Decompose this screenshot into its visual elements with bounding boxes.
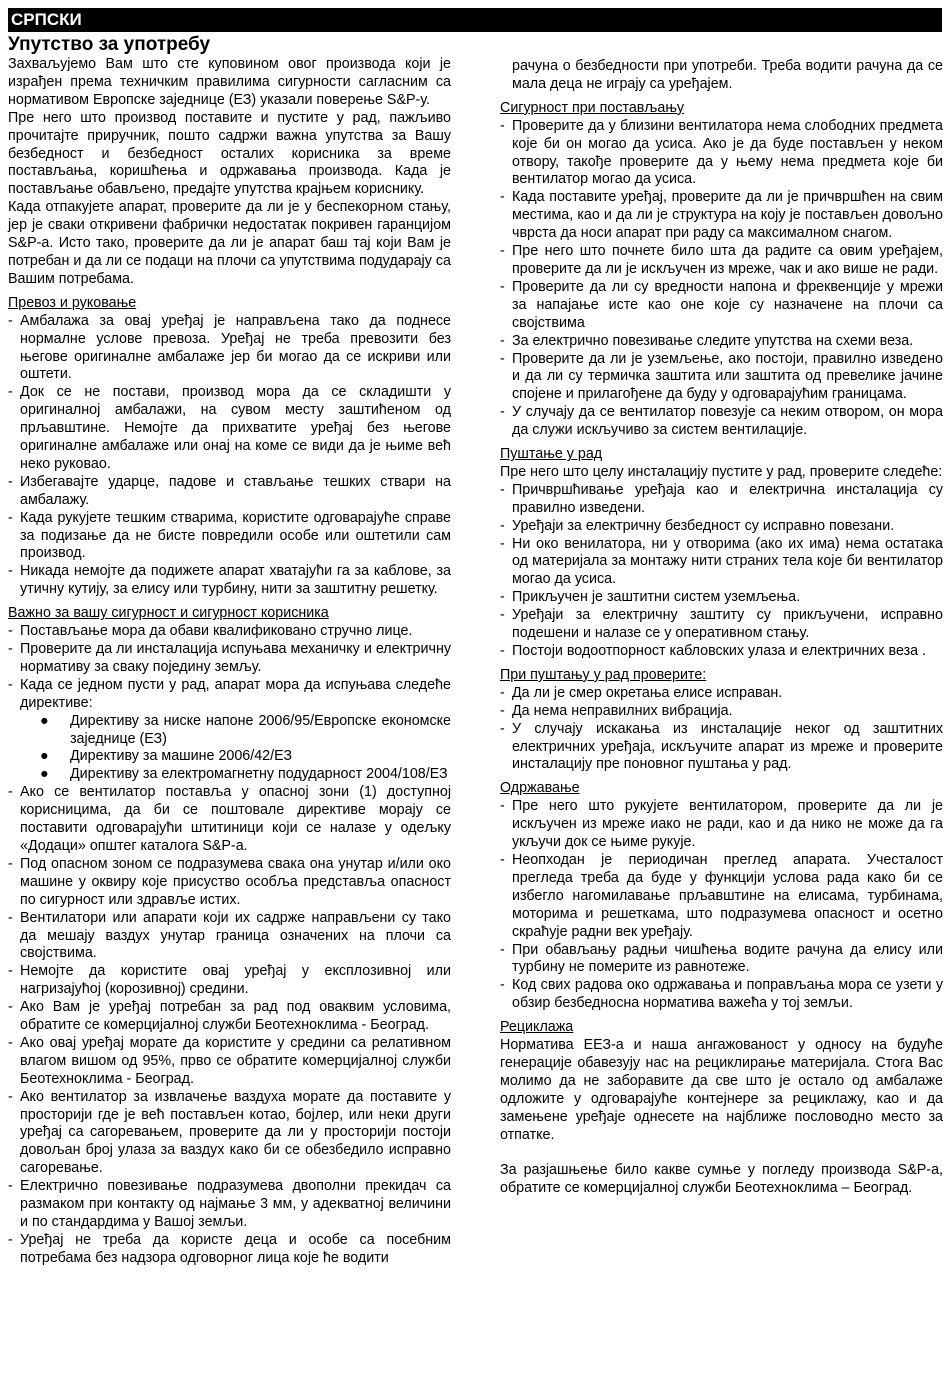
page-title: Упутство за употребу	[8, 34, 211, 55]
list-item: - Прикључен је заштитни систем уземљења.	[500, 589, 943, 607]
recycling-paragraph: Норматива ЕЕЗ-а и наша ангажованост у односу на будуће генерације обавезују нас на рециклирање материјала. Стога Вас молимо да не заборавите да све што је остало од амбалаже одложите у одговарајуће контејнере за рециклажу, као и да замењене уређаје однесете на најближе пословодно место за отпатке.	[500, 1037, 943, 1143]
list-item: - Пре него што почнете било шта да радите са овим уређајем, проверите да ли је искључен из мреже, чак и ако више не ради.	[500, 243, 943, 279]
directive-text: Директиву за ниске напоне 2006/95/Европске економске заједнице (ЕЗ)	[70, 712, 451, 747]
directive-text: Директиву за машине 2006/42/ЕЗ	[70, 748, 292, 765]
list-item: - Када се једном пусти у рад, апарат мора да испуњава следеће директиве:	[8, 677, 451, 713]
list-item: - Постоји водоотпорност кабловских улаза и електричних веза .	[500, 643, 943, 661]
left-column	[8, 56, 451, 1268]
list-item: - Под опасном зоном се подразумева свака она унутар и/или око машине у оквиру које присуство особља представља опасност по сигурност или здравље истих.	[8, 856, 451, 910]
list-item: - У случају да се вентилатор повезује са неким отвором, он мора да служи искључиво за систем вентилације.	[500, 404, 943, 440]
list-item: - Избегавајте ударце, падове и стављање тешких ствари на амбалажу.	[8, 474, 451, 510]
section-heading-checks: При пуштању у рад проверите:	[500, 666, 707, 683]
list-item: - Уређаји за електричну заштиту су прикључени, исправно подешени и налазе се у оперативном стању.	[500, 607, 943, 643]
list-item: - Проверите да ли су вредности напона и фреквенције у мрежи за напајање исте као оне које су назначене на плочи са својствима	[500, 279, 943, 333]
list-item: - Код свих радова око одржавања и поправљања мора се узети у обзир безбедносна норматива важећа у тој земљи.	[500, 977, 943, 1013]
list-item: - Проверите да у близини вентилатора нема слободних предмета које би он могао да усиса. Ако је да буде постављен у неком отвору, такође проверите да у њему нема предмета које би вентилатор могао да усиса.	[500, 118, 943, 190]
list-item: - Неопходан је периодичан преглед апарата. Учесталост прегледа треба да буде у функцији услова рада како би се избегло нагомилавање прљавштине на елисама, турбинама, моторима и решеткама, што подразумева опасност и осетно скраћује радни век уређају.	[500, 852, 943, 942]
section-heading-safety: Важно за вашу сигурност и сигурност корисника	[8, 605, 329, 622]
section-heading-transport: Превоз и руковање	[8, 294, 137, 311]
list-item: - Никада немојте да подижете апарат хватајући га за каблове, за утичну кутију, за елису или турбину, нити за заштитну решетку.	[8, 563, 451, 599]
list-item: - За електрично повезивање следите упутства на схеми веза.	[500, 333, 943, 351]
directive-bullet	[8, 713, 451, 749]
bullet-dot-icon: ●	[40, 712, 49, 729]
list-item: - Ни око венилатора, ни у отворима (ако их има) нема остатака од материјала за монтажу нити страних тела које би вентилатор могао да усиса.	[500, 536, 943, 590]
intro-paragraph: Када отпакујете апарат, проверите да ли је у беспекорном стању, јер је сваки откривени фабрички недостатак покривен гаранцијом S&P-а. Исто тако, проверите да ли је апарат баш тај који Вам је потребан и да ли се подаци на плочи са упутствима подударају са Вашим потребама.	[8, 199, 451, 287]
list-item: - Када поставите уређај, проверите да ли је причвршћен на свим местима, као и да ли је структура на коју је постављен довољно чврста да носи апарат при раду са максималном снагом.	[500, 189, 943, 243]
list-item: - Немојте да користите овај уређај у експлозивној или нагризајућој (корозивној) средини.	[8, 963, 451, 999]
list-item: - Ако вентилатор за извлачење ваздуха морате да поставите у просторији где је већ постављен котао, бојлер, или неки други уређај са сагоревањем, проверите да ли у просторији постоји довољан број улаза за ваздух како би се обезбедило исправно сагоревање.	[8, 1089, 451, 1179]
list-item: - Вентилатори или апарати који их садрже направљени су тако да мешају ваздух унутар граница означених на плочи са својствима.	[8, 910, 451, 964]
right-column	[500, 58, 943, 1198]
list-item: - Ако се вентилатор поставља у опасној зони (1) доступној корисницима, да би се поштовале директиве морају се поставити одговарајући штитиници који се налазе у одељку «Додаци» општег каталога S&P-а.	[8, 784, 451, 856]
list-item: - Када рукујете тешким стварима, користите одговарајуће справе за подизање да не бисте повредили особе или оштетили сам производ.	[8, 510, 451, 564]
startup-intro: Пре него што целу инсталацију пустите у рад, проверите следеће:	[500, 463, 943, 480]
section-heading-maintenance: Одржавање	[500, 780, 580, 797]
directive-bullet	[8, 766, 451, 784]
section-heading-startup: Пуштање у рад	[500, 446, 603, 463]
continuation-text: рачуна о безбедности при употреби. Треба водити рачуна да се мала деца не играју са уређајем.	[512, 58, 943, 92]
list-item: - Уређај не треба да користе деца и особе са посебним потребама без надзора одговорног лица које ће водити	[8, 1232, 451, 1268]
list-item: - Ако Вам је уређај потребан за рад под оваквим условима, обратите се комерцијалној служби Беотехноклима - Београд.	[8, 999, 451, 1035]
section-heading-recycling: Рециклажа	[500, 1019, 574, 1036]
bullet-dot-icon: ●	[40, 748, 49, 765]
list-item: - Да ли је смер окретања елисе исправан.	[500, 685, 943, 703]
list-item: - Амбалажа за овај уређај је направљена тако да поднесе нормалне услове превоза. Уређај не треба превозити без његове оригиналне амбалаже јер би могао да се искриви или оштети.	[8, 313, 451, 385]
language-header-bar: СРПСКИ	[8, 8, 942, 32]
list-item: - У случају искакања из инсталације неког од заштитних електричних уређаја, искључите апарат из мреже и проверите инсталацију пре поновног пуштања у рад.	[500, 721, 943, 775]
list-item: - Електрично повезивање подразумева двополни прекидач са размаком при контакту од најмање 3 мм, у адекватној величини и по стандардима у Вашој земљи.	[8, 1178, 451, 1232]
intro-paragraph: Захваљујемо Вам што сте куповином овог производа који је израђен према техничким правилима сигурности сагласним са нормативом Европске заједнице (ЕЗ) указали поверење S&P-у.	[8, 56, 451, 108]
section-heading-installation: Сигурност при постављању	[500, 99, 685, 116]
list-item: - Уређаји за електричну безбедност су исправно повезани.	[500, 518, 943, 536]
list-item: - При обављању радњи чишћења водите рачуна да елису или турбину не померите из равнотеже.	[500, 942, 943, 978]
list-item: - Да нема неправилних вибрација.	[500, 703, 943, 721]
list-item: - Ако овај уређај морате да користите у средини са релативном влагом вишом од 95%, прво се обратите комерцијалној служби Беотехноклима - Београд.	[8, 1035, 451, 1089]
list-item: - Причвршћивање уређаја као и електрична инсталација су правилно изведени.	[500, 482, 943, 518]
bullet-dot-icon: ●	[40, 766, 49, 783]
list-item: - Пре него што рукујете вентилатором, проверите да ли је искључен из мреже иако не ради, као и да нико не може да га укључи док се њиме рукује.	[500, 798, 943, 852]
list-item: - Док се не постави, производ мора да се складишти у оригиналној амбалажи, на сувом месту заштићеном од прљавштине. Немојте да прихватите уређај без његове оригиналне амбалаже или онај на коме се види да је њиме већ неко руковао.	[8, 384, 451, 474]
directive-text: Директиву за електромагнетну подударност 2004/108/ЕЗ	[70, 766, 448, 783]
directive-bullet	[8, 748, 451, 766]
intro-paragraph: Пре него што производ поставите и пустите у рад, пажљиво прочитајте приручник, пошто садржи важна упутства за Вашу безбедност и безбедност осталих корисника за време постављања, коришћења и одржавања производа. Када је постављање обављено, предајте упутства крајњем кориснику.	[8, 109, 451, 198]
list-item: - Проверите да ли инсталација испуњава механичку и електричну нормативу за сваку поједину земљу.	[8, 641, 451, 677]
list-item: - Проверите да ли је уземљење, ако постоји, правилно изведено и да ли су термичка заштита или заштита од превелике јачине спојене и прилагођене да буду у одговарајућим границама.	[500, 351, 943, 405]
contact-paragraph: За разјашњење било какве сумње у погледу производа S&P-а, обратите се комерцијалној служби Беотехноклима – Београд.	[500, 1162, 943, 1197]
list-item: - Постављање мора да обави квалификовано стручно лице.	[8, 623, 451, 641]
